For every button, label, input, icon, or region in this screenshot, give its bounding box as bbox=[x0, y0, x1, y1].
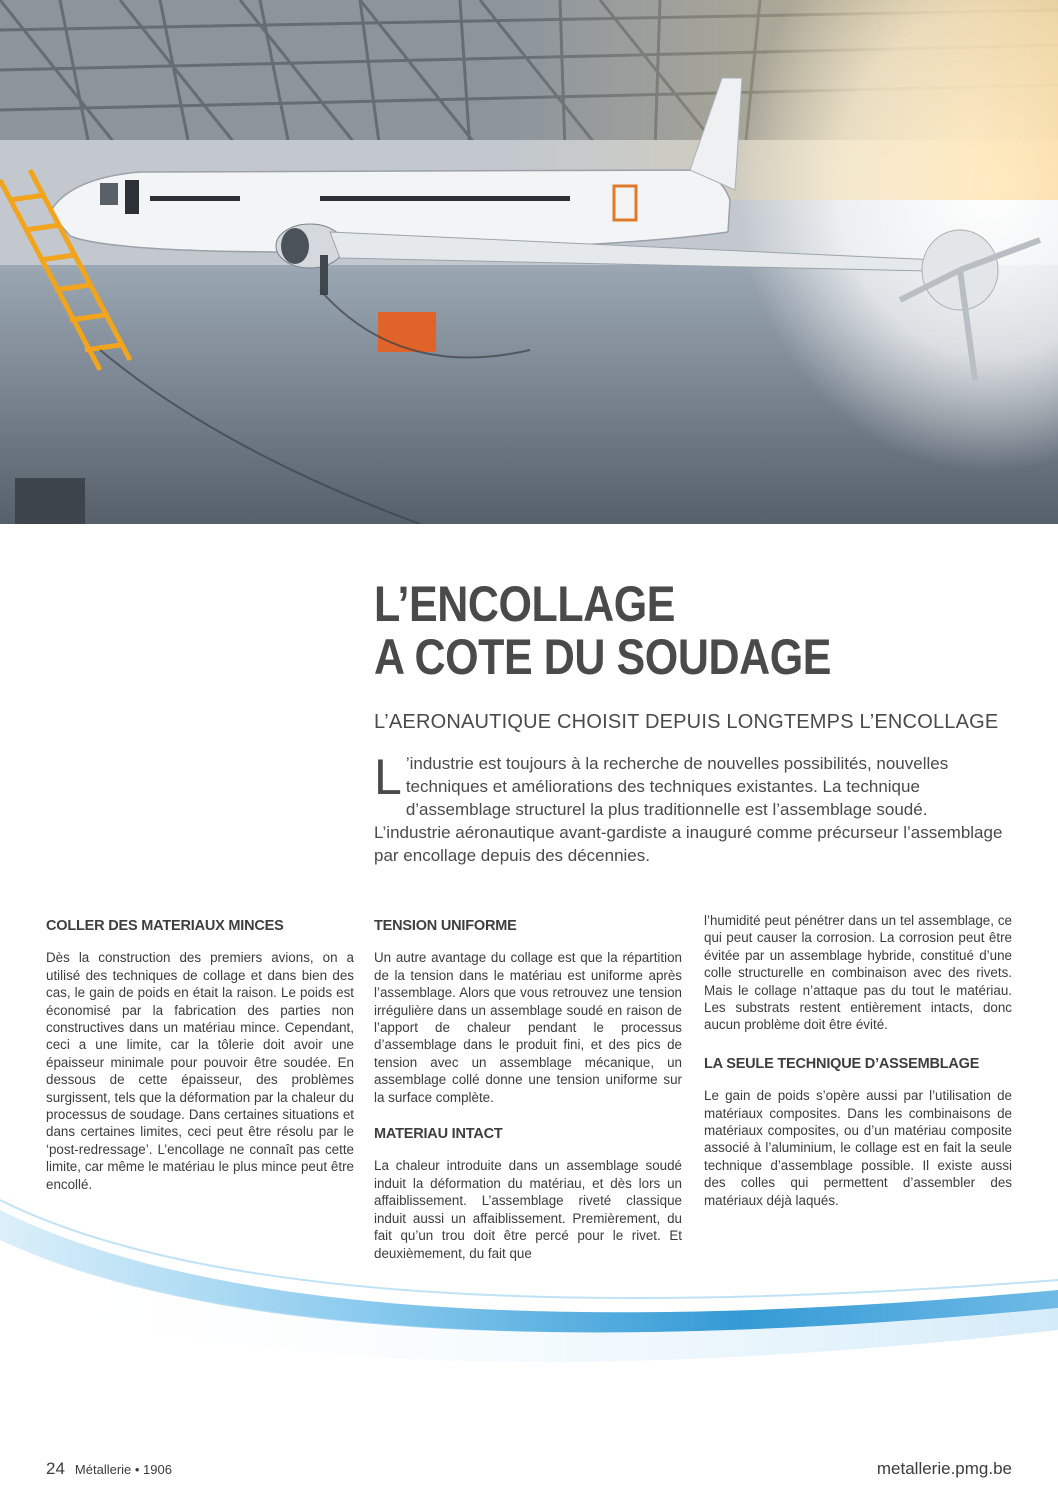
page-footer-left bbox=[46, 1459, 172, 1479]
intro-paragraph bbox=[374, 749, 1004, 867]
publication-name: Métallerie • 1906 bbox=[74, 1462, 172, 1477]
title-line-1: L’ENCOLLAGE bbox=[374, 576, 676, 632]
section-body-thin-materials: Dès la construction des premiers avions, on a utilisé des techniques de collage et dans bien des cas, le gain de poids en était la raison. Le poids est économisé par la fabrication des parties non constructives dans un matériau mince. Cependant, ceci a une limite, car la tôlerie doit avoir une épaisseur minimale pour pouvoir être soudée. En dessous de cette épaisseur, des problèmes surgissent, tels que la déformation par la chaleur du processus de soudage. Dans certaines situations et dans certaines limites, ceci peut être résolu par le ‘post-redressage’. L’encollage ne connaît pas cette limite, car même le matériau le plus mince peut être encollé. bbox=[46, 950, 354, 1192]
column-2 bbox=[374, 918, 682, 1276]
website-link[interactable]: metallerie.pmg.be bbox=[876, 1459, 1012, 1478]
intro-text: ’industrie est toujours à la recherche de nouvelles possibilités, nouvelles techniques et améliorations des techniques existantes. La technique d’assemblage structurel la plus traditionnelle est l’assemblage soudé. L’industrie aéronautique avant-gardiste a inauguré comme précurseur l’assemblage par encollage depuis des décennies. bbox=[374, 754, 1003, 865]
section-body-only-technique: Le gain de poids s’opère aussi par l’utilisation de matériaux composites. Dans les combinaisons de matériaux composites, ou d’un matériau composite associé à l’aluminium, le collage est en fait la seule technique d’assemblage possible. Il existe aussi des colles qui permettent d’assembler des matériaux déjà laqués. bbox=[704, 1088, 1012, 1208]
hangar-photo-icon bbox=[0, 0, 1058, 524]
section-heading-intact-material: MATERIAU INTACT bbox=[374, 1126, 503, 1143]
section-heading-thin-materials: COLLER DES MATERIAUX MINCES bbox=[46, 918, 284, 934]
drop-cap: L bbox=[374, 749, 402, 805]
title-line-2: A COTE DU SOUDAGE bbox=[374, 629, 831, 685]
section-heading-uniform-tension: TENSION UNIFORME bbox=[374, 918, 517, 934]
section-body-intact-material: La chaleur introduite dans un assemblage soudé induit la déformation du matériau, et dès lors un affaiblissement. L’assemblage riveté classique induit aussi un affaiblissement. Premièrement, du fait qu’un trou doit être percé pour le rivet. Et deuxièmement, du fait que bbox=[374, 1158, 682, 1261]
hero-photo bbox=[0, 0, 1058, 524]
column-1 bbox=[46, 918, 354, 1207]
section-body-continued: l’humidité peut pénétrer dans un tel assemblage, ce qui peut causer la corrosion. La corrosion peut être évitée par un assemblage hybride, constitué d’une colle structurelle en combinaison avec des rivets. Mais le collage n’attaque pas du tout le matériau. Les substrats restent entièrement intacts, donc aucun problème doit être évité. bbox=[704, 913, 1012, 1033]
page-number: 24 bbox=[46, 1459, 65, 1478]
article-subtitle: L’AERONAUTIQUE CHOISIT DEPUIS LONGTEMPS L’ENCOLLAGE bbox=[374, 711, 999, 733]
section-body-uniform-tension: Un autre avantage du collage est que la répartition de la tension dans le matériau est uniforme après l’assemblage. Alors que vous retrouvez une tension irrégulière dans un assemblage soudé en raison de l’apport de chaleur pendant le processus d’assemblage dans le produit fini, et des pics de tension avec un assemblage mécanique, un assemblage collé donne une tension uniforme sur la surface complète. bbox=[374, 950, 682, 1105]
section-heading-only-technique: LA SEULE TECHNIQUE D’ASSEMBLAGE bbox=[704, 1055, 980, 1072]
column-3 bbox=[704, 912, 1012, 1223]
article-title bbox=[374, 578, 831, 684]
